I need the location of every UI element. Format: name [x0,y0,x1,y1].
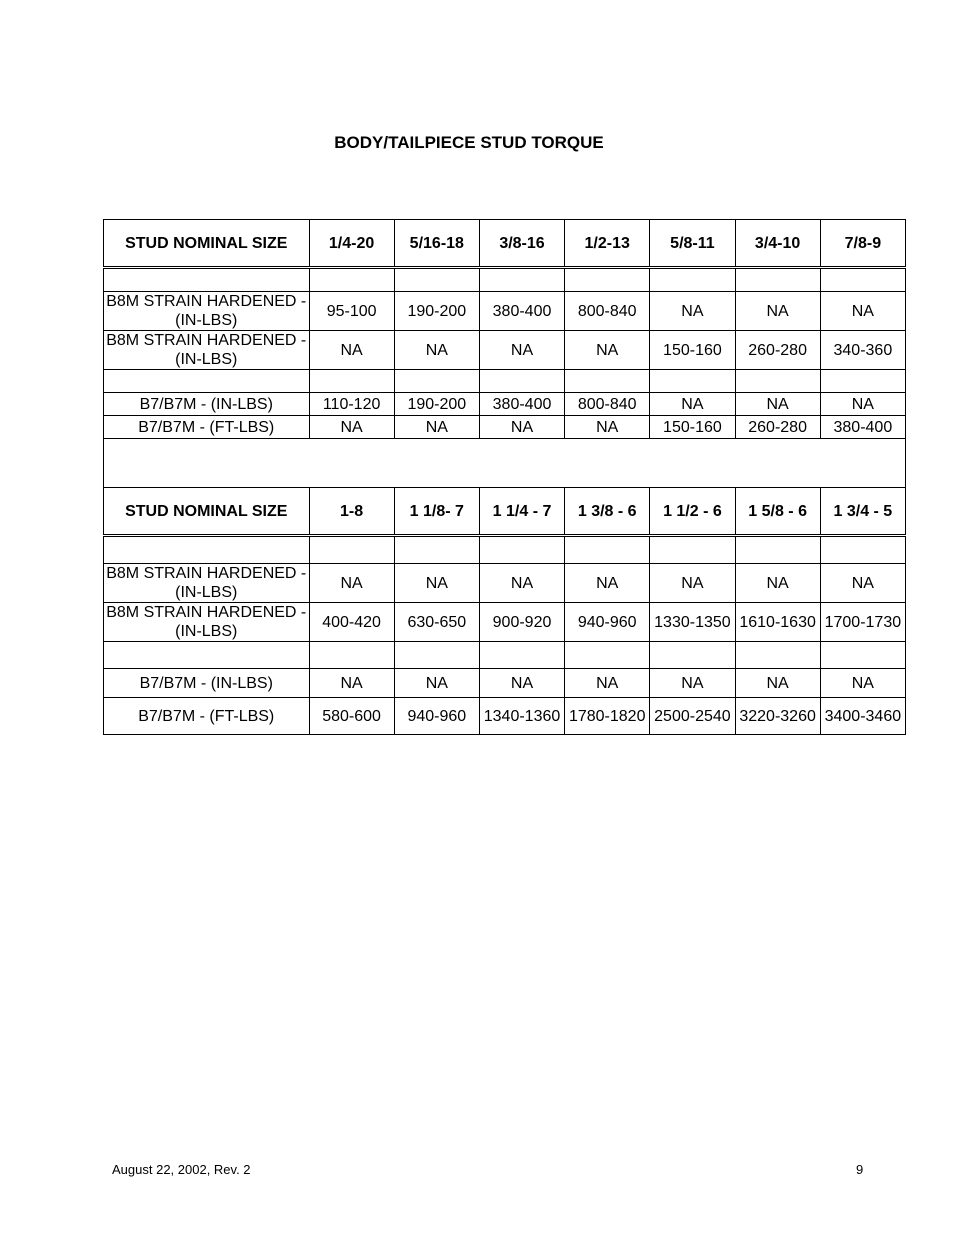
value-cell: NA [309,564,394,603]
value-cell: 940-960 [565,603,650,642]
empty-cell [394,370,479,393]
row-label: B7/B7M - (IN-LBS) [104,393,310,416]
value-cell: NA [394,669,479,698]
empty-cell [309,268,394,292]
header-cell: STUD NOMINAL SIZE [104,488,310,536]
empty-cell [479,536,564,564]
value-cell: 380-400 [479,292,564,331]
value-cell: 380-400 [479,393,564,416]
value-cell: NA [565,564,650,603]
value-cell: NA [309,331,394,370]
header-cell: 1 1/4 - 7 [479,488,564,536]
table-row [104,603,906,642]
value-cell: 190-200 [394,393,479,416]
value-cell: NA [735,393,820,416]
value-cell: NA [565,669,650,698]
empty-cell [479,268,564,292]
value-cell: 190-200 [394,292,479,331]
value-cell: 3400-3460 [820,698,905,735]
empty-cell [104,370,310,393]
value-cell: 340-360 [820,331,905,370]
row-label: B7/B7M - (FT-LBS) [104,416,310,439]
stud-torque-table [103,219,906,735]
empty-cell [650,642,735,669]
value-cell: NA [394,564,479,603]
value-cell: NA [479,416,564,439]
row-label: B8M STRAIN HARDENED - (IN-LBS) [104,603,310,642]
spacer-row [104,536,906,564]
header-cell: 3/4-10 [735,220,820,268]
row-label: B7/B7M - (IN-LBS) [104,669,310,698]
empty-cell [479,642,564,669]
empty-cell [735,268,820,292]
value-cell: NA [820,564,905,603]
empty-cell [820,268,905,292]
value-cell: 630-650 [394,603,479,642]
empty-cell [820,536,905,564]
header-cell: 1 5/8 - 6 [735,488,820,536]
row-label: B8M STRAIN HARDENED - (IN-LBS) [104,292,310,331]
row-label: B8M STRAIN HARDENED - (IN-LBS) [104,331,310,370]
value-cell: 800-840 [565,393,650,416]
value-cell: 1780-1820 [565,698,650,735]
value-cell: NA [820,669,905,698]
value-cell: 95-100 [309,292,394,331]
spacer-row [104,370,906,393]
row-label: B7/B7M - (FT-LBS) [104,698,310,735]
empty-cell [104,642,310,669]
table-row [104,393,906,416]
empty-cell [735,536,820,564]
value-cell: 380-400 [820,416,905,439]
table-row [104,669,906,698]
value-cell: NA [479,564,564,603]
empty-cell [309,370,394,393]
header-cell: 1 1/2 - 6 [650,488,735,536]
value-cell: 1330-1350 [650,603,735,642]
table1-header-row [104,220,906,268]
table2-header-row [104,488,906,536]
value-cell: NA [820,292,905,331]
page-number: 9 [856,1162,864,1177]
value-cell: NA [735,564,820,603]
header-cell: 3/8-16 [479,220,564,268]
header-cell: STUD NOMINAL SIZE [104,220,310,268]
value-cell: NA [565,416,650,439]
empty-cell [565,268,650,292]
header-cell: 7/8-9 [820,220,905,268]
empty-cell [104,268,310,292]
table-row [104,331,906,370]
header-cell: 1/2-13 [565,220,650,268]
value-cell: 940-960 [394,698,479,735]
header-cell: 5/8-11 [650,220,735,268]
value-cell: 800-840 [565,292,650,331]
header-cell: 1 3/8 - 6 [565,488,650,536]
value-cell: NA [735,292,820,331]
value-cell: NA [394,416,479,439]
value-cell: 580-600 [309,698,394,735]
value-cell: NA [309,669,394,698]
empty-cell [565,370,650,393]
empty-cell [650,268,735,292]
value-cell: NA [650,292,735,331]
page-title: BODY/TAILPIECE STUD TORQUE [334,133,604,152]
empty-cell [479,370,564,393]
header-cell: 5/16-18 [394,220,479,268]
empty-cell [104,536,310,564]
empty-cell [394,642,479,669]
empty-cell [735,370,820,393]
value-cell: 900-920 [479,603,564,642]
empty-cell [735,642,820,669]
section-separator-row [104,439,906,488]
empty-cell [309,536,394,564]
empty-cell [394,536,479,564]
table-row [104,698,906,735]
empty-cell [394,268,479,292]
header-cell: 1/4-20 [309,220,394,268]
value-cell: 2500-2540 [650,698,735,735]
value-cell: NA [820,393,905,416]
value-cell: 150-160 [650,416,735,439]
header-cell: 1 1/8- 7 [394,488,479,536]
header-cell: 1-8 [309,488,394,536]
value-cell: 260-280 [735,331,820,370]
spacer-row [104,268,906,292]
value-cell: 1340-1360 [479,698,564,735]
value-cell: NA [565,331,650,370]
value-cell: 1610-1630 [735,603,820,642]
table-row [104,292,906,331]
value-cell: NA [650,393,735,416]
value-cell: NA [309,416,394,439]
spacer-row [104,642,906,669]
value-cell: 400-420 [309,603,394,642]
value-cell: NA [650,669,735,698]
value-cell: 1700-1730 [820,603,905,642]
row-label: B8M STRAIN HARDENED - (IN-LBS) [104,564,310,603]
empty-cell [650,370,735,393]
value-cell: NA [394,331,479,370]
value-cell: 110-120 [309,393,394,416]
empty-cell [820,642,905,669]
empty-cell [309,642,394,669]
separator-cell [104,439,906,488]
table-row [104,416,906,439]
table-row [104,564,906,603]
empty-cell [650,536,735,564]
value-cell: NA [650,564,735,603]
empty-cell [565,642,650,669]
value-cell: 3220-3260 [735,698,820,735]
footer-date-revision: August 22, 2002, Rev. 2 [112,1162,251,1177]
value-cell: 150-160 [650,331,735,370]
value-cell: NA [735,669,820,698]
header-cell: 1 3/4 - 5 [820,488,905,536]
value-cell: NA [479,669,564,698]
value-cell: NA [479,331,564,370]
empty-cell [565,536,650,564]
value-cell: 260-280 [735,416,820,439]
empty-cell [820,370,905,393]
